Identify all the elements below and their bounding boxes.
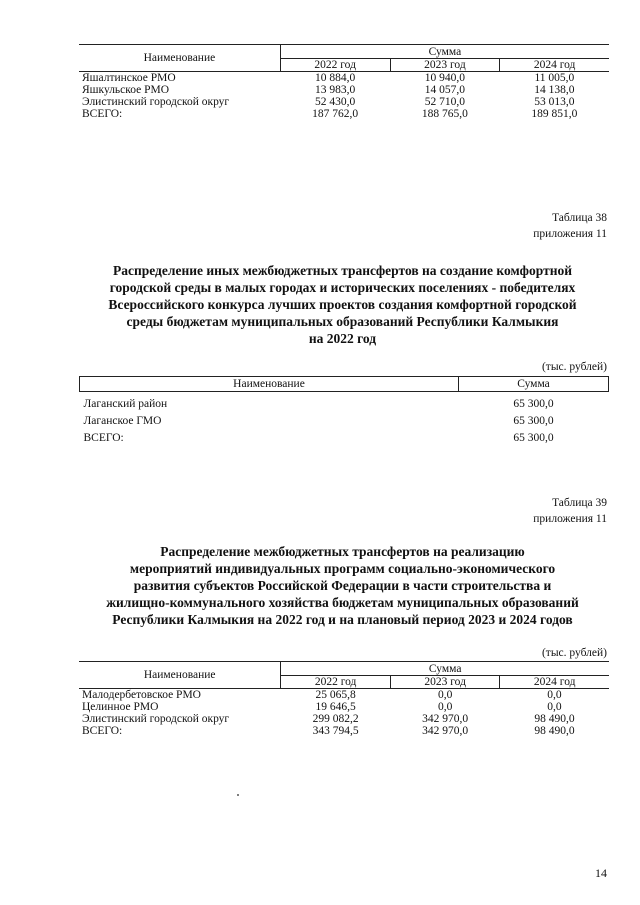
header-year: 2022 год [281, 676, 391, 689]
total-row [79, 725, 609, 737]
row-name: Лаганское ГМО [83, 415, 162, 427]
header-sum: Сумма [459, 377, 609, 392]
table-header-row [79, 662, 609, 676]
table-row [79, 84, 609, 96]
row-name: Яшалтинское РМО [82, 72, 176, 84]
cell-value: 10 884,0 [315, 72, 356, 84]
title-line: мероприятий индивидуальных программ социально-экономического [129, 561, 556, 576]
header-sum: Сумма [281, 662, 609, 676]
total-value: 65 300,0 [513, 432, 554, 444]
appendix-ref: приложения 11 [533, 228, 607, 240]
appendix-ref: приложения 11 [533, 513, 607, 525]
header-year: 2023 год [390, 59, 500, 72]
total-label: ВСЕГО: [82, 108, 123, 120]
row-name: Элистинский городской округ [82, 96, 230, 108]
table-row [79, 689, 609, 702]
cell-value: 10 940,0 [424, 72, 466, 84]
total-value: 188 765,0 [421, 108, 468, 120]
header-name: Наименование [79, 662, 281, 689]
table-38 [79, 376, 609, 447]
table-row [80, 392, 609, 414]
title-line: городской среды в малых городах и исторических поселениях - победителях [109, 280, 576, 295]
table-38-label [533, 210, 607, 242]
cell-value: 65 300,0 [513, 415, 554, 427]
table-row [79, 713, 609, 725]
total-value: 343 794,5 [312, 725, 359, 737]
row-name: Малодербетовское РМО [82, 689, 201, 701]
table-37 [79, 44, 609, 120]
cell-value: 53 013,0 [534, 96, 575, 108]
header-name: Наименование [79, 45, 280, 72]
table-row [79, 701, 609, 713]
cell-value: 0,0 [547, 689, 562, 701]
row-name: Лаганский район [83, 398, 168, 410]
cell-value: 0,0 [547, 701, 562, 713]
table-39-label [533, 495, 607, 527]
title-line: жилищно-коммунального хозяйства бюджетам муниципальных образований [106, 595, 579, 610]
cell-value: 65 300,0 [513, 398, 554, 410]
total-row [80, 430, 609, 447]
cell-value: 0,0 [437, 689, 453, 701]
table-row [80, 413, 609, 430]
page-number: 14 [595, 866, 607, 880]
title-line: Республики Калмыкия на 2022 год и на плановый период 2023 и 2024 годов [112, 612, 573, 627]
table-38-title [70, 262, 615, 347]
title-line: Распределение иных межбюджетных трансфертов на создание комфортной [112, 263, 573, 278]
units-note: (тыс. рублей) [541, 647, 607, 659]
table-number: Таблица 39 [552, 497, 607, 509]
total-label: ВСЕГО: [83, 432, 124, 444]
title-line: развития субъектов Российской Федерации в части строительства и [133, 578, 552, 593]
header-year: 2024 год [500, 676, 609, 689]
title-line: Всероссийского конкурса лучших проектов создания комфортной городской [108, 297, 577, 312]
cell-value: 98 490,0 [534, 713, 575, 725]
cell-value: 52 430,0 [315, 96, 356, 108]
table-39 [79, 661, 609, 737]
row-name: Целинное РМО [82, 701, 159, 713]
scan-speck [237, 794, 239, 796]
table-number: Таблица 38 [552, 212, 607, 224]
total-value: 187 762,0 [312, 108, 359, 120]
cell-value: 0,0 [437, 701, 453, 713]
table-header-row [79, 45, 609, 59]
cell-value: 342 970,0 [422, 713, 469, 725]
title-line: Распределение межбюджетных трансфертов на реализацию [160, 544, 525, 559]
total-label: ВСЕГО: [82, 725, 123, 737]
header-name: Наименование [80, 377, 459, 392]
table-row [79, 96, 609, 108]
row-name: Элистинский городской округ [82, 713, 230, 725]
table-39-title [70, 543, 615, 628]
cell-value: 13 983,0 [315, 84, 356, 96]
total-row [79, 108, 609, 120]
cell-value: 14 138,0 [534, 84, 575, 96]
header-year: 2022 год [280, 59, 390, 72]
row-name: Яшкульское РМО [82, 84, 170, 96]
units-note: (тыс. рублей) [541, 361, 607, 373]
title-line: среды бюджетам муниципальных образований Республики Калмыкия [126, 314, 559, 329]
cell-value: 25 065,8 [315, 689, 356, 701]
total-value: 189 851,0 [531, 108, 578, 120]
cell-value: 19 646,5 [315, 701, 356, 713]
cell-value: 14 057,0 [424, 84, 466, 96]
header-year: 2023 год [390, 676, 500, 689]
header-sum: Сумма [280, 45, 609, 59]
table-header-row [80, 377, 609, 392]
total-value: 98 490,0 [534, 725, 575, 737]
cell-value: 11 005,0 [534, 72, 575, 84]
header-year: 2024 год [500, 59, 609, 72]
table-row [79, 72, 609, 85]
cell-value: 52 710,0 [424, 96, 466, 108]
cell-value: 299 082,2 [312, 713, 359, 725]
total-value: 342 970,0 [422, 725, 469, 737]
title-line: на 2022 год [308, 331, 377, 346]
